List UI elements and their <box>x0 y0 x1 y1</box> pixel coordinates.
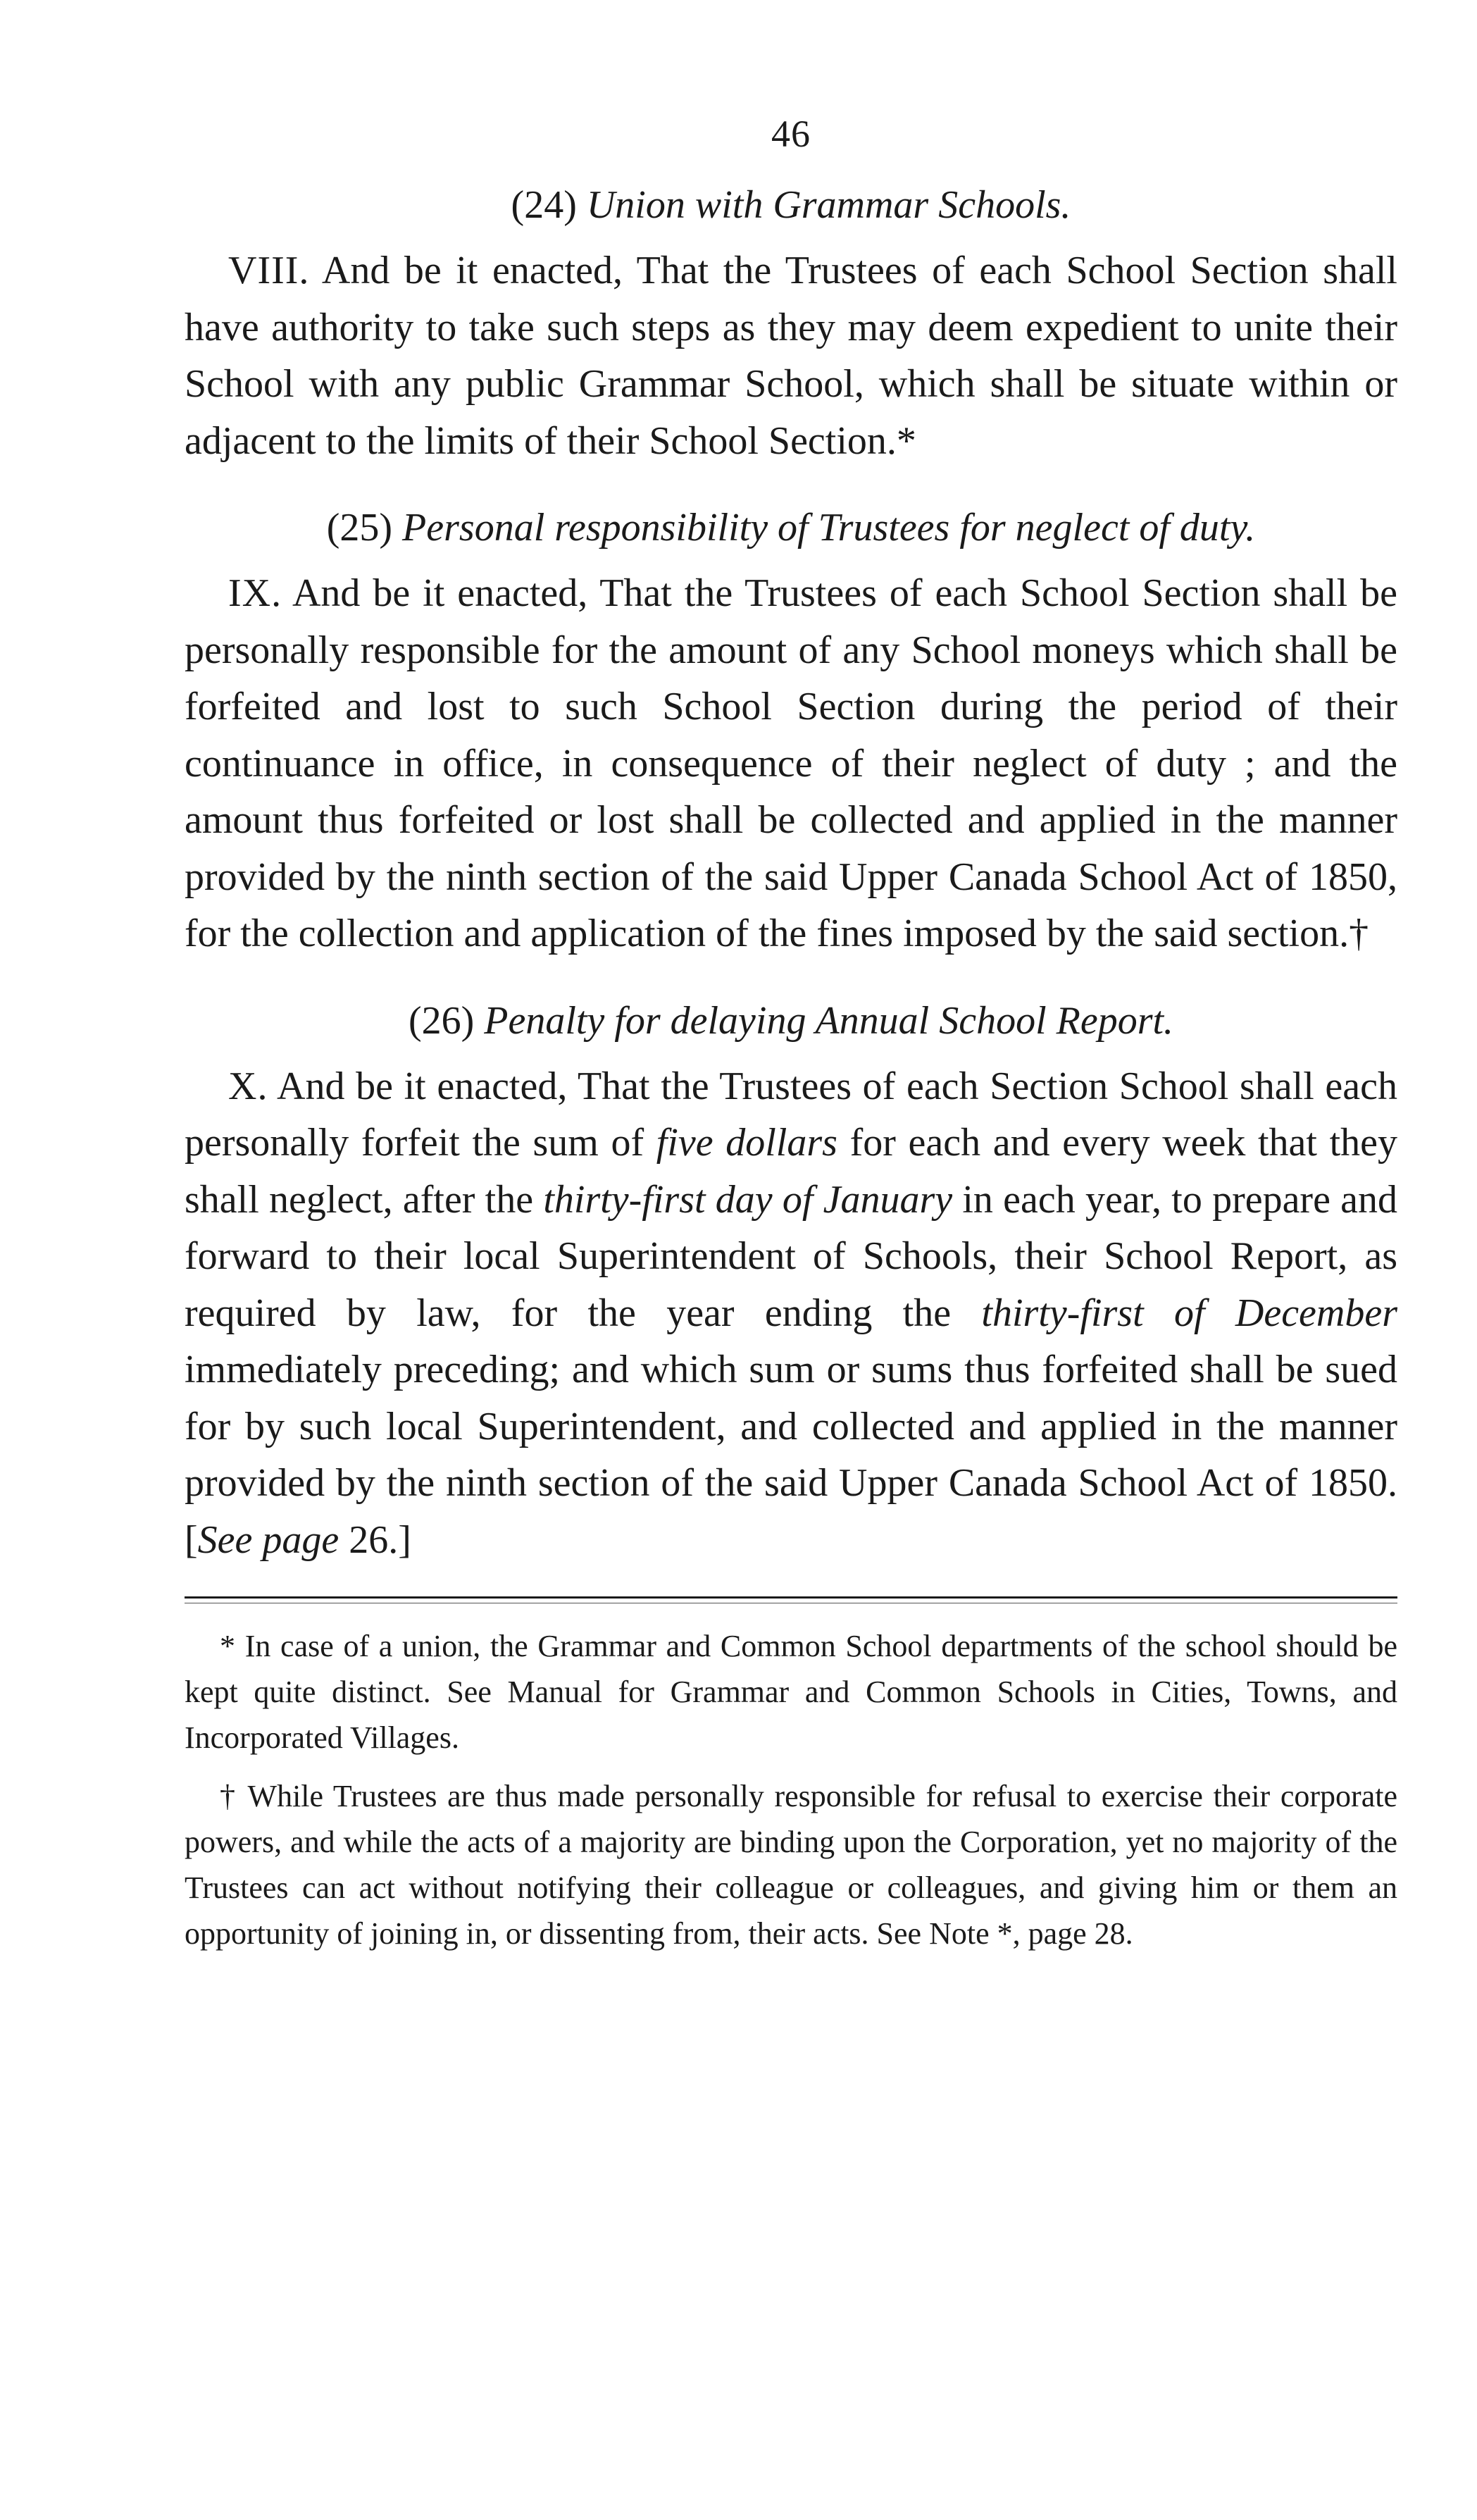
paragraph-text-i: 26.] <box>339 1517 411 1562</box>
emphasis-january-date: thirty-first day of January <box>543 1177 953 1222</box>
paragraph-text-a: And be it enacted, That the Trustees of each Section School shall each personally forfeit the sum of <box>185 1064 1397 1165</box>
section-paragraph-viii <box>185 242 1397 469</box>
heading-number: (24) <box>511 183 577 227</box>
paragraph-text: And be it enacted, That the Trustees of each School Section shall be personally responsible for the amount of any School moneys which shall be forfeited and lost to such School Section during the period of their continuance in office, in consequence of their neglect of duty ; and the amount thus forfeited or lost shall be collected and applied in the manner provided by the ninth section of the said Upper Canada School Act of 1850, for the collection and application of the fines imposed by the said section.† <box>185 571 1397 955</box>
paragraph-number: X. <box>228 1064 268 1108</box>
emphasis-five-dollars: five dollars <box>656 1121 837 1165</box>
paragraph-text-c: for each and every week that they shall neglect, after the <box>185 1121 1398 1222</box>
section-heading-26 <box>185 991 1397 1051</box>
paragraph-number: VIII. <box>228 249 310 292</box>
section-heading-25 <box>185 497 1397 558</box>
emphasis-see-page: See page <box>197 1517 339 1562</box>
emphasis-december-date: thirty-first of December <box>981 1291 1397 1335</box>
footnote-asterisk: * In case of a union, the Grammar and Common School departments of the school should be kept quite distinct. See Manual for Grammar and Common Schools in Cities, Towns, and Incorporated Villages. <box>185 1629 1397 1755</box>
paragraph-number: IX. <box>228 571 282 615</box>
heading-title: Personal responsibility of Trustees for neglect of duty. <box>402 506 1256 550</box>
paragraph-text: And be it enacted, That the Trustees of each School Section shall have authority to take such steps as they may deem expedient to unite their School with any public Grammar School, which shall be situate within or adjacent to the limits of their School Section.* <box>185 249 1397 463</box>
section-paragraph-ix <box>185 565 1397 962</box>
paragraph-text-g: immediately preceding; and which sum or sums thus forfeited shall be sued for by such local Superintendent, and collected and applied in the manner provided by the ninth section of the said Upper Canada School Act of 1850. [ <box>185 1348 1397 1562</box>
heading-title: Penalty for delaying Annual School Report. <box>484 998 1174 1043</box>
paragraph-text-e: in each year, to prepare and forward to their local Superintendent of Schools, their School Report, as required by law, for the year ending the <box>185 1177 1398 1335</box>
page-number: 46 <box>771 113 811 155</box>
footnote-divider <box>185 1596 1397 1599</box>
footnote-dagger: † While Trustees are thus made personally responsible for refusal to exercise their corporate powers, and while the acts of a majority are binding upon the Corporation, yet no majority of the Trustees can act without notifying their colleague or colleagues, and giving him or them an opportunity of joining in, or dissenting from, their acts. See Note *, page 28. <box>185 1779 1397 1951</box>
heading-number: (26) <box>408 998 475 1043</box>
heading-number: (25) <box>326 506 393 550</box>
section-heading-24 <box>185 175 1397 235</box>
document-page <box>185 106 1397 1969</box>
section-paragraph-x <box>185 1058 1397 1569</box>
heading-title: Union with Grammar Schools. <box>586 183 1071 227</box>
